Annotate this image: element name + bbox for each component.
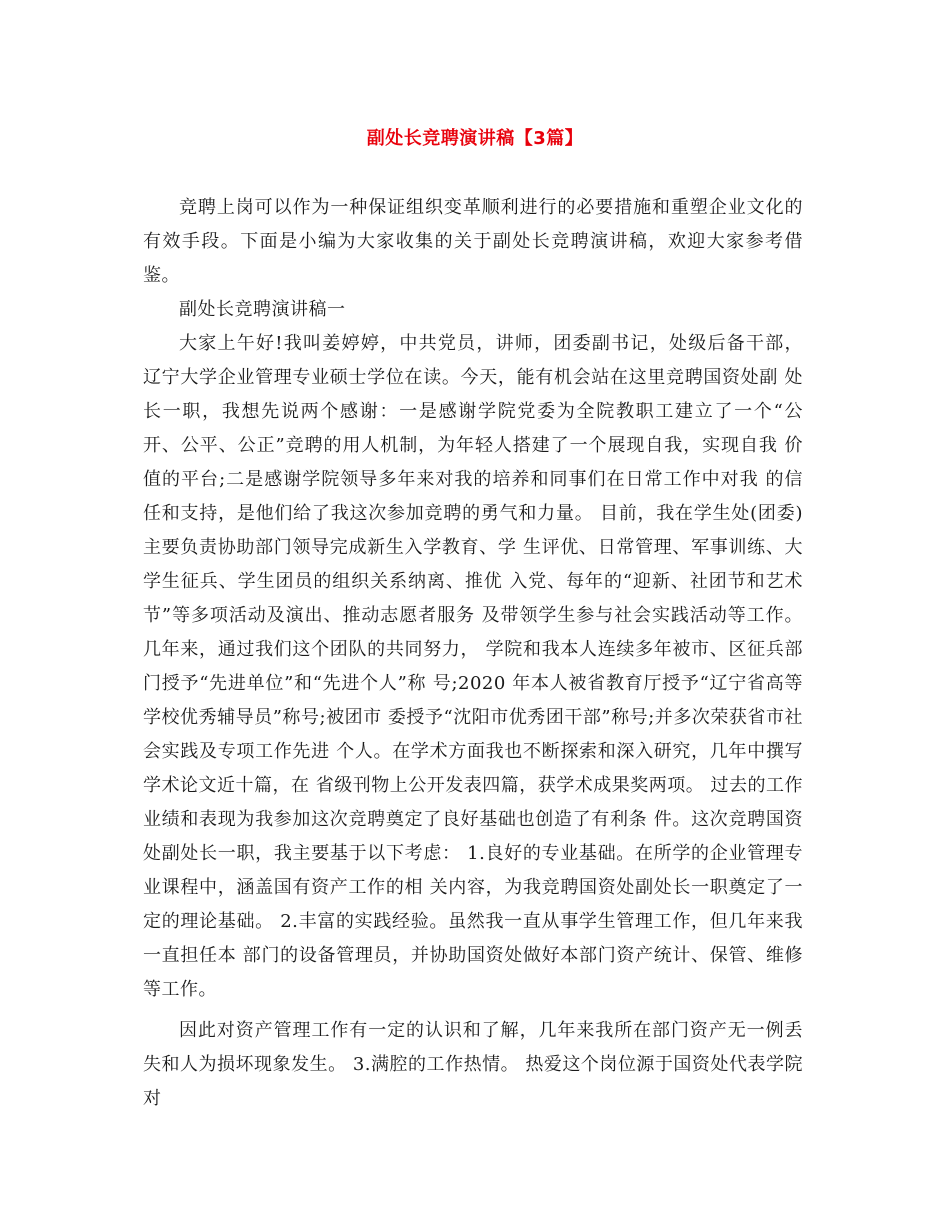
document-body — [143, 191, 803, 1116]
section-heading: 副处长竞聘演讲稿一 — [179, 299, 346, 320]
speech-paragraph: 大家上午好!我叫姜婷婷，中共党员，讲师，团委副书记，处级后备干部， 辽宁大学企业管理专业硕士学位在读。今天，能有机会站在这里竞聘国资处副 处长一职，我想先说两个感谢：一是感谢学院党委为全院教职工建立了一个“公 开、公平、公正”竞聘的用人机制，为年轻人搭建了一个展现自我，实现自我 价值的平台;二是感谢学院领导多年来对我的培养和同事们在日常工作中对我 的信任和支持，是他们给了我这次参加竞聘的勇气和力量。 目前，我在学生处(团委)主要负责协助部门领导完成新生入学教育、学 生评优、日常管理、军事训练、大学生征兵、学生团员的组织关系纳离、推优 入党、每年的“迎新、社团节和艺术节”等多项活动及演出、推动志愿者服务 及带领学生参与社会实践活动等工作。几年来，通过我们这个团队的共同努力， 学院和我本人连续多年被市、区征兵部门授予“先进单位”和“先进个人”称 号;2020 年本人被省教育厅授予“辽宁省高等学校优秀辅导员”称号;被团市 委授予“沈阳市优秀团干部”称号;并多次荣获省市社会实践及专项工作先进 个人。在学术方面我也不断探索和深入研究，几年中撰写学术论文近十篇，在 省级刊物上公开发表四篇，获学术成果奖两项。 过去的工作业绩和表现为我参加这次竞聘奠定了良好基础也创造了有利条 件。这次竞聘国资处副处长一职，我主要基于以下考虑： 1.良好的专业基础。在所学的企业管理专业课程中，涵盖国有资产工作的相 关内容，为我竞聘国资处副处长一职奠定了一定的理论基础。 2.丰富的实践经验。虽然我一直从事学生管理工作，但几年来我一直担任本 部门的设备管理员，并协助国资处做好本部门资产统计、保管、维修等工作。 — [143, 333, 803, 1000]
speech-paragraph-continued: 因此对资产管理工作有一定的认识和了解，几年来我所在部门资产无一例丢失和人为损坏现象发生。 3.满腔的工作热情。 热爱这个岗位源于国资处代表学院对 — [143, 1020, 803, 1109]
document-title: 副处长竞聘演讲稿【3篇】 — [366, 128, 584, 149]
intro-paragraph: 竞聘上岗可以作为一种保证组织变革顺利进行的必要措施和重塑企业文化的有效手段。下面是小编为大家收集的关于副处长竞聘演讲稿，欢迎大家参考借鉴。 — [143, 197, 803, 286]
